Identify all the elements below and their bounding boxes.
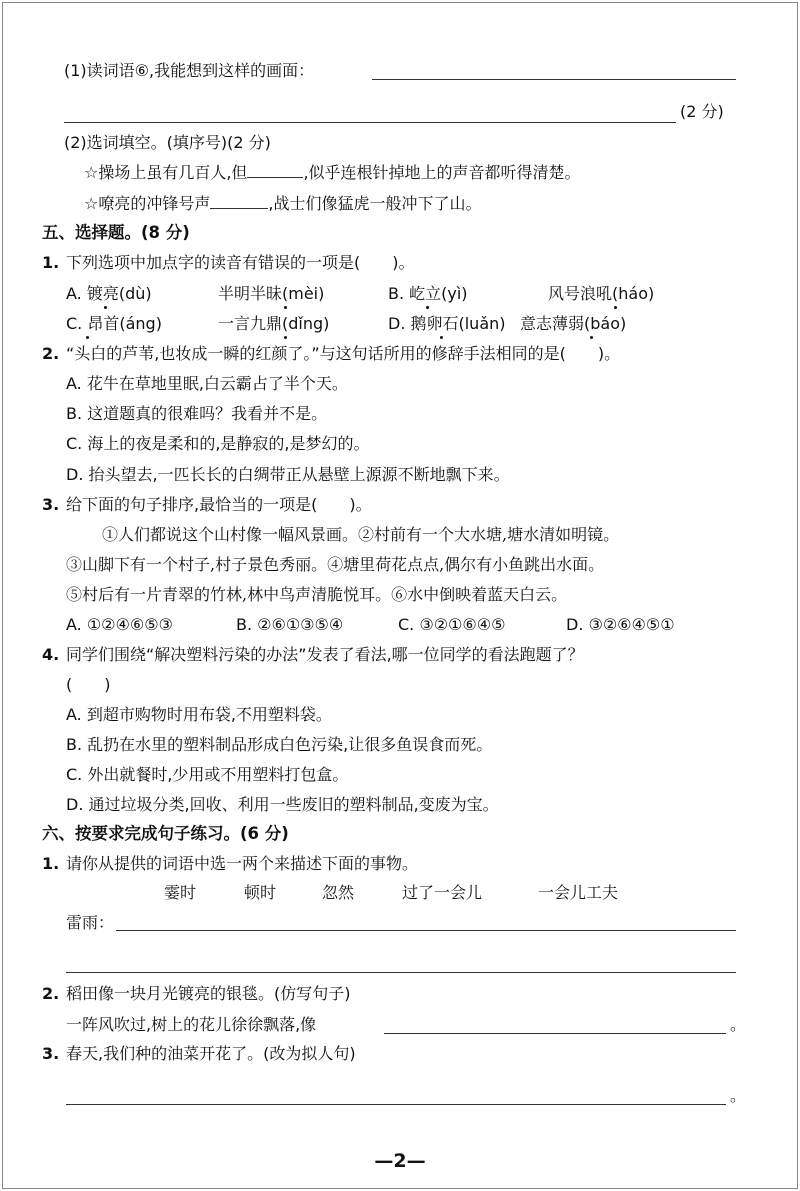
option[interactable]: D. 鹅卵石(luǎn) <box>388 314 506 333</box>
question-2: 2. “头白的芦苇,也妆成一瞬的红颜了。”与这句话所用的修辞手法相同的是( )。 <box>42 344 621 363</box>
word-bank-item: 霎时 <box>164 883 197 902</box>
option[interactable]: A. 到超市购物时用布袋,不用塑料袋。 <box>66 705 332 724</box>
word-bank-item: 过了一会儿 <box>402 883 483 902</box>
passage-line: ⑤村后有一片青翠的竹林,林中鸟声清脆悦耳。⑥水中倒映着蓝天白云。 <box>66 585 568 604</box>
imitation-prompt: 一阵风吹过,树上的花儿徐徐飘落,像 <box>66 1015 317 1034</box>
option[interactable]: A. 花牛在草地里眠,白云霸占了半个天。 <box>66 374 348 393</box>
emphasis-dot <box>284 336 287 339</box>
field-label: 雷雨： <box>66 913 115 932</box>
option[interactable]: B. 这道题真的很难吗？我看并不是。 <box>66 404 328 423</box>
emphasis-dot <box>86 336 89 339</box>
option[interactable]: A. ①②④⑥⑤③ <box>66 615 173 634</box>
option[interactable]: C. 海上的夜是柔和的,是静寂的,是梦幻的。 <box>66 434 370 453</box>
word-bank-item: 忽然 <box>322 883 355 902</box>
option: 半明半昧(mèi) <box>218 284 325 303</box>
fill-blank[interactable] <box>247 164 303 178</box>
fill-sentence-2: ☆嘹亮的冲锋号声 ,战士们像猛虎一般冲下了山。 <box>84 194 482 213</box>
answer-line[interactable] <box>66 972 736 973</box>
answer-line[interactable] <box>66 1104 726 1105</box>
fill-blank[interactable] <box>210 195 268 209</box>
question-3: 3. 给下面的句子排序,最恰当的一项是( )。 <box>42 495 372 514</box>
passage-line: ③山脚下有一个村子,村子景色秀丽。④塘里荷花点点,偶尔有小鱼跳出水面。 <box>66 555 605 574</box>
emphasis-dot <box>614 306 617 309</box>
fill-sentence-1: ☆操场上虽有几百人,但 ,似乎连根针掉地上的声音都听得清楚。 <box>84 163 581 182</box>
word-bank-item: 顿时 <box>244 883 277 902</box>
emphasis-dot <box>426 306 429 309</box>
question-4: 4. 同学们围绕“解决塑料污染的办法”发表了看法,哪一位同学的看法跑题了？ <box>42 645 584 664</box>
section-6-title: 六、按要求完成句子练习。(6 分) <box>42 824 289 843</box>
question-1: 1. 请你从提供的词语中选一两个来描述下面的事物。 <box>42 854 419 873</box>
option[interactable]: D. ③②⑥④⑤① <box>566 615 675 634</box>
answer-line[interactable] <box>116 930 736 931</box>
answer-line[interactable] <box>384 1033 726 1034</box>
score-label: (2 分) <box>680 102 724 121</box>
option[interactable]: B. ②⑥①③⑤④ <box>236 615 344 634</box>
option[interactable]: C. 昂首(áng) <box>66 314 162 333</box>
option[interactable]: B. 乱扔在水里的塑料制品形成白色污染,让很多鱼误食而死。 <box>66 735 493 754</box>
option[interactable]: D. 抬头望去,一匹长长的白绸带正从悬壁上源源不断地飘下来。 <box>66 465 510 484</box>
answer-line[interactable] <box>64 122 676 123</box>
emphasis-dot <box>590 336 593 339</box>
period: 。 <box>730 1015 747 1034</box>
period: 。 <box>730 1086 747 1105</box>
section-5-title: 五、选择题。(8 分) <box>42 223 190 242</box>
option[interactable]: C. ③②①⑥④⑤ <box>398 615 506 634</box>
option: 一言九鼎(dǐng) <box>218 314 330 333</box>
option[interactable]: B. 屹立(yì) <box>388 284 468 303</box>
word-bank-item: 一会儿工夫 <box>538 883 619 902</box>
option: 意志薄弱(báo) <box>520 314 627 333</box>
question-3: 3. 春天,我们种的油菜开花了。(改为拟人句) <box>42 1044 356 1063</box>
passage-line: ①人们都说这个山村像一幅风景画。②村前有一个大水塘,塘水清如明镜。 <box>102 525 620 544</box>
answer-paren[interactable]: ( ) <box>66 675 111 694</box>
q2-prompt: (2)选词填空。(填序号)(2 分) <box>64 133 271 152</box>
option: 风号浪吼(háo) <box>548 284 655 303</box>
emphasis-dot <box>440 336 443 339</box>
option[interactable]: A. 镀亮(dù) <box>66 284 152 303</box>
option[interactable]: D. 通过垃圾分类,回收、利用一些废旧的塑料制品,变废为宝。 <box>66 795 499 814</box>
q1-prompt: (1)读词语⑥,我能想到这样的画面： <box>64 61 315 80</box>
answer-line[interactable] <box>372 79 736 80</box>
emphasis-dot <box>284 306 287 309</box>
question-2: 2. 稻田像一块月光镀亮的银毯。(仿写句子) <box>42 984 351 1003</box>
emphasis-dot <box>104 306 107 309</box>
page-number: —2— <box>374 1150 426 1172</box>
question-1: 1. 下列选项中加点字的读音有错误的一项是( )。 <box>42 253 415 272</box>
option[interactable]: C. 外出就餐时,少用或不用塑料打包盒。 <box>66 765 349 784</box>
